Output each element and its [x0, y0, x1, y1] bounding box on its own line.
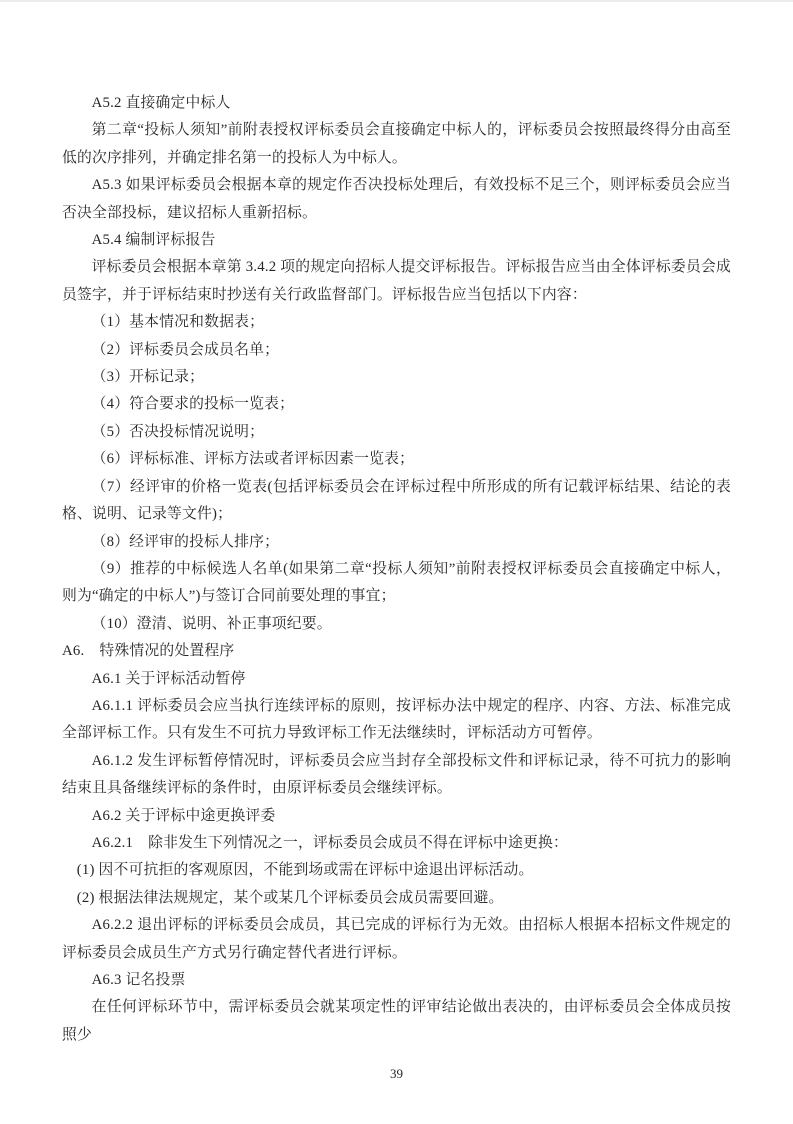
- clause-heading: A6.2 关于评标中途更换评委: [91, 807, 276, 824]
- list-item: （7）经评审的价格一览表(包括评标委员会在评标过程中所形成的所有记载评标结果、结论的表格、说明、记录等文件)；: [62, 478, 731, 523]
- list-item: （9）推荐的中标候选人名单(如果第二章“投标人须知”前附表授权评标委员会直接确定中标人，则为“确定的中标人”)与签订合同前要处理的事宜；: [62, 560, 731, 605]
- paragraph: A6.2.1 除非发生下列情况之一，评标委员会成员不得在评标中途更换：: [91, 834, 568, 851]
- sub-list-item: (2) 根据法律法规规定，某个或某几个评标委员会成员需要回避。: [76, 889, 504, 906]
- clause-heading: A6.3 记名投票: [91, 972, 186, 988]
- list-item: （10）澄清、说明、补正事项纪要。: [91, 615, 332, 632]
- list-item: （5）否决投标情况说明；: [91, 423, 265, 440]
- paragraph: A6.2.2 退出评标的评标委员会成员，其已完成的评标行为无效。由招标人根据本招标文件规定的评标委员会成员生产方式另行确定替代者进行评标。: [62, 917, 731, 961]
- list-item: （2）评标委员会成员名单；: [91, 341, 280, 358]
- document-body: [62, 90, 731, 1049]
- document-page: [0, 2, 793, 1122]
- paragraph: 第二章“投标人须知”前附表授权评标委员会直接确定中标人的，评标委员会按照最终得分由高至低的次序排列，并确定排名第一的投标人为中标人。: [62, 122, 731, 166]
- paragraph: 评标委员会根据本章第 3.4.2 项的规定向招标人提交评标报告。评标报告应当由全体评标委员会成员签字，并于评标结束时抄送有关行政监督部门。评标报告应当包括以下内容：: [62, 259, 731, 303]
- paragraph: A6.1.1 评标委员会应当执行连续评标的原则，按评标办法中规定的程序、内容、方法、标准完成全部评标工作。只有发生不可抗力导致评标工作无法继续时，评标活动方可暂停。: [62, 697, 731, 742]
- list-item: （3）开标记录；: [91, 369, 205, 386]
- paragraph: A6.1.2 发生评标暂停情况时，评标委员会应当封存全部投标文件和评标记录，待不可抗力的影响结束且具备继续评标的条件时，由原评标委员会继续评标。: [62, 752, 731, 797]
- clause-heading: A5.2 直接确定中标人: [91, 95, 231, 111]
- clause-heading: A5.4 编制评标报告: [91, 232, 216, 249]
- sub-list-item: (1) 因不可抗拒的客观原因，不能到场或需在评标中途退出评标活动。: [76, 862, 534, 879]
- list-item: （4）符合要求的投标一览表；: [91, 396, 295, 413]
- page-number: 39: [390, 1066, 403, 1082]
- list-item: （8）经评审的投标人排序；: [91, 533, 280, 550]
- paragraph: 在任何评标环节中，需评标委员会就某项定性的评审结论做出表决的，由评标委员会全体成员按照少: [62, 999, 731, 1043]
- list-item: （6）评标标准、评标方法或者评标因素一览表；: [91, 451, 415, 468]
- clause-heading: A6.1 关于评标活动暂停: [91, 670, 246, 687]
- section-heading: A6. 特殊情况的处置程序: [62, 643, 235, 660]
- paragraph: A5.3 如果评标委员会根据本章的规定作否决投标处理后，有效投标不足三个，则评标委员会应当否决全部投标，建议招标人重新招标。: [62, 177, 731, 221]
- list-item: （1）基本情况和数据表；: [91, 314, 265, 331]
